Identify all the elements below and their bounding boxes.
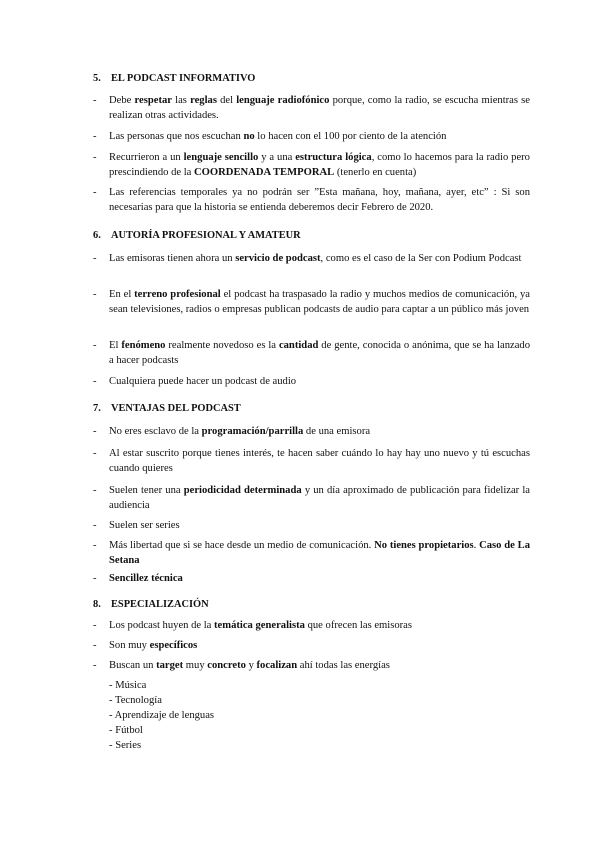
list-item-text: Buscan un target muy concreto y focalizan ahí todas las energías <box>109 660 390 671</box>
list-item-text: Más libertad que si se hace desde un medio de comunicación. No tienes propietarios. Caso de La Setana <box>109 540 530 566</box>
bullet-dash: - <box>93 152 97 163</box>
list-item <box>93 659 530 674</box>
list-item-text: Los podcast huyen de la temática generalista que ofrecen las emisoras <box>109 620 413 631</box>
list-item-text: Suelen tener una periodicidad determinada y un día aproximado de publicación para fidelizar la audiencia <box>109 485 531 511</box>
sub-list-item: - Series <box>109 740 142 751</box>
list-item-text: Sencillez técnica <box>109 573 183 584</box>
list-item-text: Suelen ser series <box>109 520 180 531</box>
list-item <box>93 252 530 267</box>
bullet-dash: - <box>93 448 97 459</box>
section-number: 5. <box>93 73 101 84</box>
bullet-dash: - <box>93 340 97 351</box>
sub-list-item: - Música <box>109 680 147 691</box>
list-item-text: Las emisoras tienen ahora un servicio de podcast, como es el caso de la Ser con Podium Podcast <box>109 253 522 264</box>
list-item <box>93 639 530 654</box>
list-item <box>93 130 530 145</box>
section-heading-5 <box>93 72 255 87</box>
list-item <box>93 484 530 513</box>
sub-list-item: - Tecnología <box>109 695 162 706</box>
list-item-text: Cualquiera puede hacer un podcast de audio <box>109 376 297 387</box>
bullet-dash: - <box>93 540 97 551</box>
sub-list-item: - Fútbol <box>109 725 143 736</box>
list-item <box>93 539 530 568</box>
list-item <box>93 339 530 368</box>
list-item-text: Al estar suscrito porque tienes interés, te hacen saber cuándo lo hay hay uno nuevo y tú escuchas cuando quieres <box>109 448 530 474</box>
bullet-dash: - <box>93 426 97 437</box>
section-heading-7 <box>93 402 241 417</box>
bullet-dash: - <box>93 660 97 671</box>
section-heading-6 <box>93 229 301 244</box>
bullet-dash: - <box>93 573 97 584</box>
section-title: ESPECIALIZACIÓN <box>111 599 209 610</box>
list-item-text: Las personas que nos escuchan no lo hacen con el 100 por ciento de la atención <box>109 131 447 142</box>
section-heading-8 <box>93 598 209 613</box>
bullet-dash: - <box>93 289 97 300</box>
section-number: 8. <box>93 599 101 610</box>
list-item <box>93 288 530 317</box>
list-item-text: En el terreno profesional el podcast ha traspasado la radio y muchos medios de comunicación, ya sean televisiones, radios o empresas publican podcasts de audio para captar a un público más joven <box>109 289 530 315</box>
list-item-text: Debe respetar las reglas del lenguaje radiofónico porque, como la radio, se escucha mientras se realizan otras actividades. <box>109 95 530 121</box>
sub-list-item: - Aprendizaje de lenguas <box>109 710 215 721</box>
bullet-dash: - <box>93 376 97 387</box>
list-item-text: No eres esclavo de la programación/parrilla de una emisora <box>109 426 371 437</box>
bullet-dash: - <box>93 253 97 264</box>
section-number: 7. <box>93 403 101 414</box>
list-item <box>93 425 530 440</box>
bullet-dash: - <box>93 620 97 631</box>
bullet-dash: - <box>93 95 97 106</box>
bullet-dash: - <box>93 485 97 496</box>
list-item <box>93 375 530 390</box>
list-item-text: Las referencias temporales ya no podrán ser ”Esta mañana, hoy, mañana, ayer, etc” : Si son necesarias para que la historia se entienda deberemos decir Febrero de 2020. <box>109 187 530 213</box>
list-item <box>93 447 530 476</box>
section-title: AUTORÍA PROFESIONAL Y AMATEUR <box>111 230 301 241</box>
bullet-dash: - <box>93 131 97 142</box>
list-item-text: El fenómeno realmente novedoso es la cantidad de gente, conocida o anónima, que se ha lanzado a hacer podcasts <box>109 340 530 366</box>
bullet-dash: - <box>93 520 97 531</box>
section-title: EL PODCAST INFORMATIVO <box>111 73 256 84</box>
list-item-text: Son muy específicos <box>109 640 198 651</box>
bullet-dash: - <box>93 640 97 651</box>
bullet-dash: - <box>93 187 97 198</box>
list-item <box>93 151 530 180</box>
list-item <box>93 94 530 123</box>
list-item <box>93 519 530 534</box>
list-item <box>93 572 530 587</box>
section-number: 6. <box>93 230 101 241</box>
list-item <box>93 619 530 634</box>
list-item-text: Recurrieron a un lenguaje sencillo y a una estructura lógica, como lo hacemos para la radio pero prescindiendo de la COORDENADA TEMPORAL (tenerlo en cuenta) <box>109 152 530 178</box>
list-item <box>93 186 530 215</box>
section-title: VENTAJAS DEL PODCAST <box>111 403 241 414</box>
